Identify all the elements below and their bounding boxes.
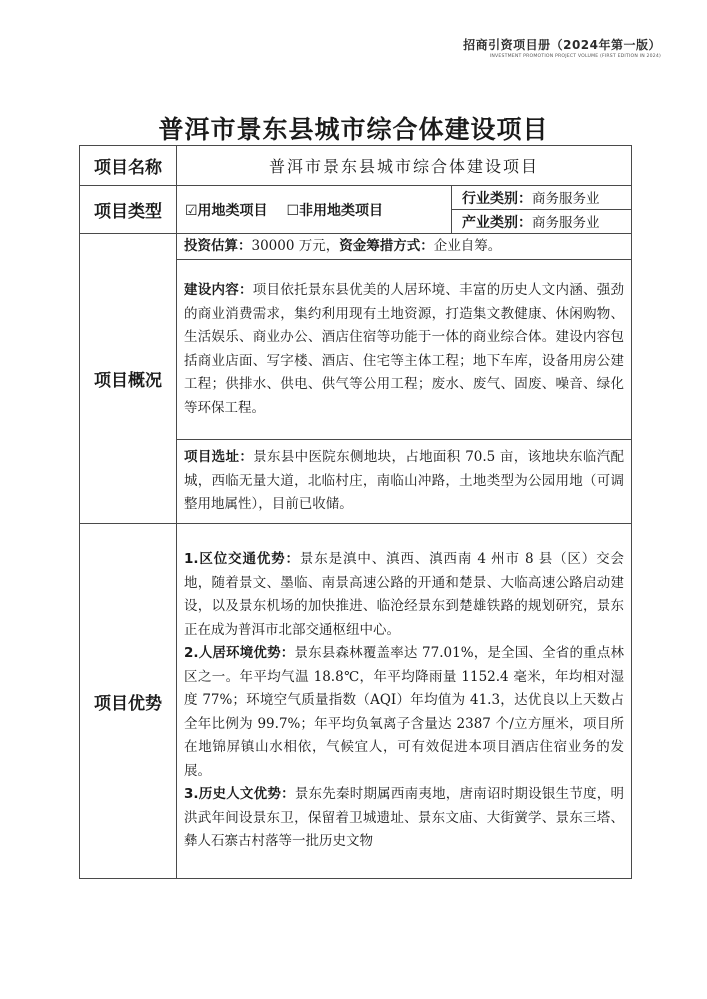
advantage-item [184, 783, 624, 854]
project-name-value: 普洱市景东县城市综合体建设项目 [177, 146, 632, 186]
construction-content-text: 项目依托景东县优美的人居环境、丰富的历史人文内涵、强劲的商业消费需求，集约利用现有土地资源，打造集文教健康、休闲购物、生活娱乐、商业办公、酒店住宿等功能于一体的商业综合体。建设内容包括商业店面、写字楼、酒店、住宅等主体工程；地下车库，设备用房公建工程；供排水、供电、供气等公用工程；废水、废气、固废、噪音、绿化等环保工程。 [184, 282, 625, 416]
investment-label: 投资估算： [184, 237, 252, 254]
document-title: 普洱市景东县城市综合体建设项目 [158, 115, 549, 144]
advantage-item [184, 548, 624, 642]
advantage-text: 景东是滇中、滇西、滇西南 4 州市 8 县（区）交会地，随着景文、墨临、南景高速公路的开通和楚景、大临高速公路启动建设，以及景东机场的加快推进、临沧经景东到楚雄铁路的规划研究，景东正在成为普洱市北部交通枢纽中心。 [184, 551, 625, 638]
land-project-checkbox: ☑用地类项目 [185, 202, 268, 219]
header-title: 招商引资项目册（2024年第一版） [463, 38, 661, 52]
page-header [463, 36, 661, 59]
label-project-name: 项目名称 [80, 146, 177, 186]
row-project-type [80, 186, 632, 210]
advantage-text: 景东先秦时期属西南夷地，唐南诏时期设银生节度，明洪武年间设景东卫，保留着卫城遗址、景东文庙、大街黉学、景东三塔、彝人石寨古村落等一批历史文物 [184, 786, 625, 850]
label-project-type: 项目类型 [80, 186, 177, 234]
advantage-text: 景东县森林覆盖率达 77.01%，是全国、全省的重点林区之一。年平均气温 18.8℃，年平均降雨量 1152.4 毫米，年均相对湿度 77%；环境空气质量指数（AQI）年均值为 41.3，达优良以上天数占全年比例为 99.7%；年平均负氧离子含量达 2387 个/立方厘米，项目所在地锦屏镇山水相依，气候宜人，可有效促进本项目酒店住宿业务的发展。 [184, 645, 625, 779]
investment-info [177, 234, 632, 260]
label-project-advantages: 项目优势 [80, 524, 177, 879]
advantage-item [184, 642, 624, 783]
construction-content [177, 260, 632, 440]
sector-category-value: 商务服务业 [532, 215, 600, 231]
project-site [177, 440, 632, 524]
industry-category-value: 商务服务业 [532, 191, 600, 207]
construction-content-label: 建设内容： [184, 282, 253, 298]
investment-value: 30000 万元， [251, 237, 340, 254]
industry-category-label: 行业类别： [462, 191, 532, 207]
project-type-options [177, 186, 452, 234]
advantage-title: 2.人居环境优势： [184, 645, 295, 662]
label-project-overview: 项目概况 [80, 234, 177, 524]
project-info-table [79, 145, 632, 879]
row-project-advantages [80, 524, 632, 879]
project-site-label: 项目选址： [184, 449, 254, 466]
non-land-project-checkbox: ☐非用地类项目 [286, 202, 383, 219]
header-subtitle: INVESTMENT PROMOTION PROJECT VOLUME (FIRST EDITION IN 2024) [489, 54, 661, 59]
advantage-title: 1.区位交通优势： [184, 551, 300, 568]
advantages-content [177, 524, 632, 879]
row-investment [80, 234, 632, 260]
funding-value: 企业自筹。 [433, 237, 502, 254]
sector-category-label: 产业类别： [462, 215, 532, 231]
funding-label: 资金筹措方式： [339, 237, 434, 254]
advantage-title: 3.历史人文优势： [184, 786, 295, 803]
project-site-text: 景东县中医院东侧地块，占地面积 70.5 亩，该地块东临汽配城，西临无量大道，北临村庄，南临山冲路，土地类型为公园用地（可调整用地属性），目前已收储。 [184, 449, 625, 513]
industry-category [452, 186, 632, 210]
row-project-name [80, 146, 632, 186]
sector-category [452, 210, 632, 234]
